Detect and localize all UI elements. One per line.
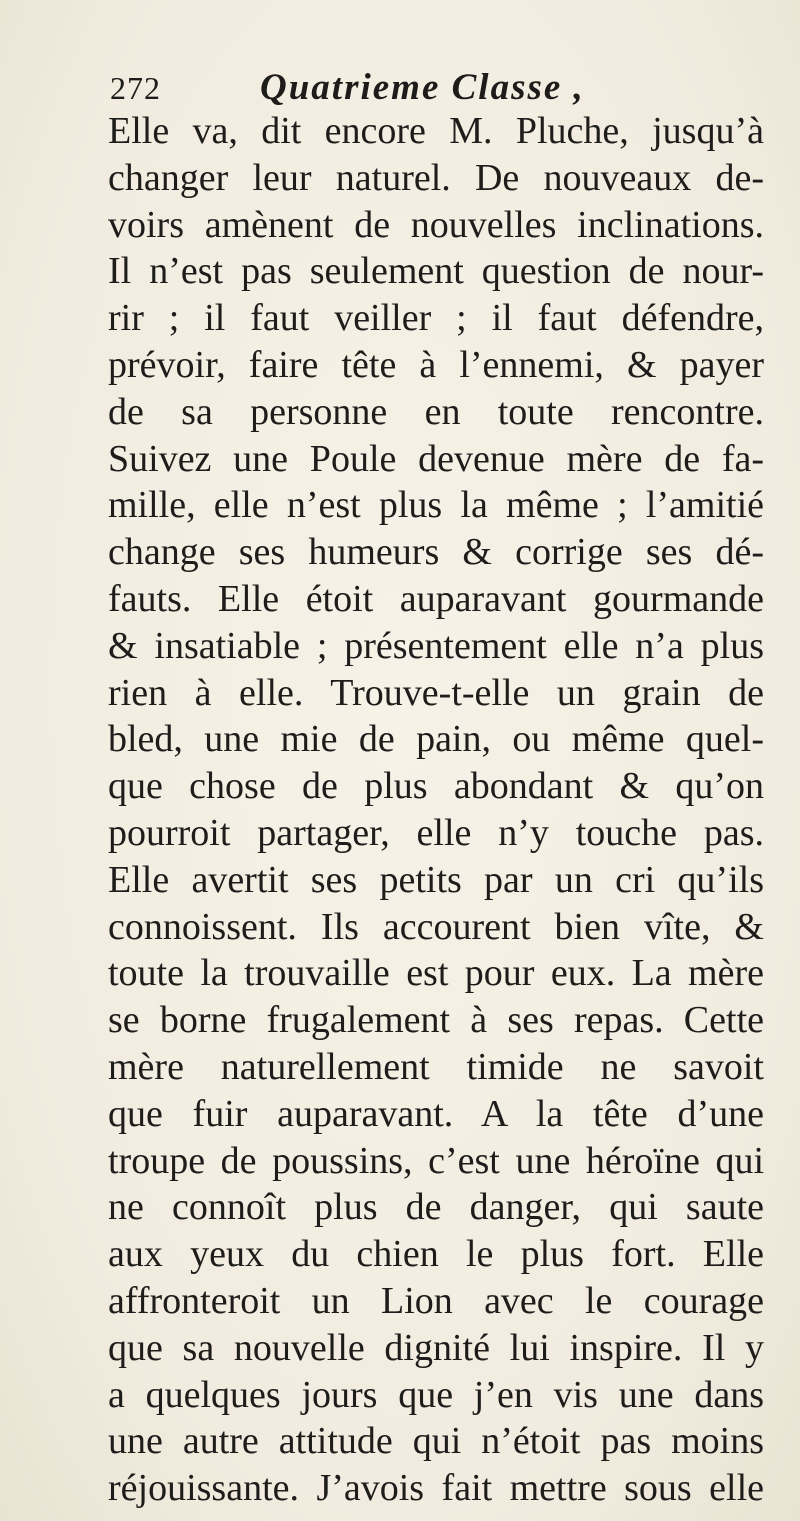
text-line: troupe de poussins, c’est une héroïne qui (108, 1139, 764, 1182)
text-line: de sa personne en toute rencontre. (108, 390, 764, 433)
text-line: Suivez une Poule devenue mère de fa- (108, 437, 764, 480)
text-line: pourroit partager, elle n’y touche pas. (108, 811, 764, 854)
running-head: Quatrieme Classe , (260, 67, 585, 108)
text-line: se borne frugalement à ses repas. Cette (108, 999, 764, 1042)
text-line: toute la trouvaille est pour eux. La mère (108, 952, 764, 995)
page-number: 272 (110, 70, 161, 106)
text-line: que sa nouvelle dignité lui inspire. Il y (108, 1326, 764, 1369)
text-line: Elle avertit ses petits par un cri qu’ils (108, 858, 764, 901)
text-line: changer leur naturel. De nouveaux de- (108, 156, 764, 199)
text-line: & insatiable ; présentement elle n’a plus (108, 624, 764, 667)
text-line: a quelques jours que j’en vis une dans (108, 1373, 764, 1416)
text-line: Il n’est pas seulement question de nour- (108, 250, 764, 293)
text-line: change ses humeurs & corrige ses dé- (108, 531, 764, 574)
text-line: rir ; il faut veiller ; il faut défendre, (108, 297, 764, 340)
text-line: voirs amènent de nouvelles inclinations. (108, 203, 764, 246)
text-line: Elle va, dit encore M. Pluche, jusqu’à (108, 110, 764, 152)
text-line: que fuir auparavant. A la tête d’une (108, 1092, 764, 1135)
text-line: ne connoît plus de danger, qui saute (108, 1186, 764, 1229)
text-line: que chose de plus abondant & qu’on (108, 765, 764, 808)
text-line: prévoir, faire tête à l’ennemi, & payer (108, 343, 764, 386)
text-line: connoissent. Ils accourent bien vîte, & (108, 905, 764, 948)
text-line: affronteroit un Lion avec le courage (108, 1279, 764, 1322)
text-line: rien à elle. Trouve-t-elle un grain de (108, 671, 764, 714)
body-text (108, 108, 764, 1512)
text-line: une autre attitude qui n’étoit pas moins (108, 1420, 764, 1463)
text-line: bled, une mie de pain, ou même quel- (108, 718, 764, 761)
text-line: réjouissante. J’avois fait mettre sous elle (108, 1467, 764, 1510)
text-line: mille, elle n’est plus la même ; l’amitié (108, 484, 764, 527)
text-line: aux yeux du chien le plus fort. Elle (108, 1233, 764, 1276)
text-line: mère naturellement timide ne savoit (108, 1045, 764, 1088)
text-line: fauts. Elle étoit auparavant gourmande (108, 577, 764, 620)
